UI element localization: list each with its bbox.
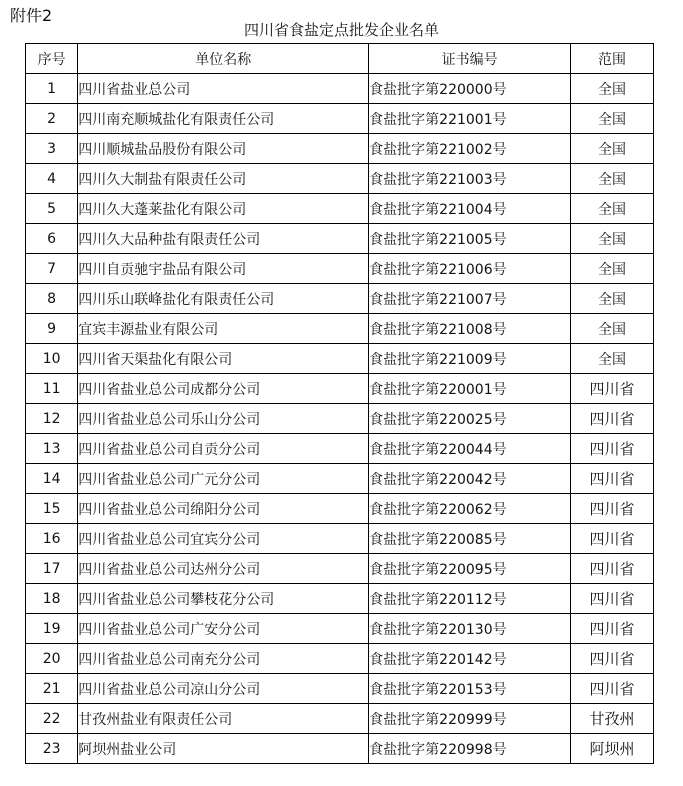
row-cert-cell: 食盐批字第220025号 bbox=[369, 404, 571, 434]
row-no-cell: 3 bbox=[26, 134, 78, 164]
attachment-label: 附件2 bbox=[10, 6, 53, 25]
row-no-cell: 13 bbox=[26, 434, 78, 464]
row-cert-cell: 食盐批字第220085号 bbox=[369, 524, 571, 554]
row-no-cell: 21 bbox=[26, 674, 78, 704]
row-scope-cell: 四川省 bbox=[570, 464, 653, 494]
table-row bbox=[26, 584, 654, 614]
row-name-cell: 四川久大品种盐有限责任公司 bbox=[78, 224, 369, 254]
row-scope-cell: 四川省 bbox=[570, 524, 653, 554]
enterprise-table bbox=[25, 43, 654, 764]
row-name-cell: 四川省盐业总公司攀枝花分公司 bbox=[78, 584, 369, 614]
row-scope-cell: 全国 bbox=[570, 254, 653, 284]
table-row bbox=[26, 254, 654, 284]
row-cert-cell: 食盐批字第221009号 bbox=[369, 344, 571, 374]
row-cert-cell: 食盐批字第221004号 bbox=[369, 194, 571, 224]
row-scope-cell: 全国 bbox=[570, 74, 653, 104]
row-scope-cell: 全国 bbox=[570, 164, 653, 194]
row-no-cell: 19 bbox=[26, 614, 78, 644]
row-cert-cell: 食盐批字第220095号 bbox=[369, 554, 571, 584]
row-no-cell: 11 bbox=[26, 374, 78, 404]
row-name-cell: 甘孜州盐业有限责任公司 bbox=[78, 704, 369, 734]
row-cert-cell: 食盐批字第220001号 bbox=[369, 374, 571, 404]
page-title: 四川省食盐定点批发企业名单 bbox=[243, 21, 439, 39]
table-header-row bbox=[26, 44, 654, 74]
row-cert-cell: 食盐批字第221002号 bbox=[369, 134, 571, 164]
row-scope-cell: 全国 bbox=[570, 314, 653, 344]
row-name-cell: 四川省盐业总公司绵阳分公司 bbox=[78, 494, 369, 524]
row-no-cell: 15 bbox=[26, 494, 78, 524]
row-no-cell: 4 bbox=[26, 164, 78, 194]
table-row bbox=[26, 374, 654, 404]
row-scope-cell: 四川省 bbox=[570, 434, 653, 464]
table-row bbox=[26, 704, 654, 734]
row-name-cell: 四川省盐业总公司宜宾分公司 bbox=[78, 524, 369, 554]
row-scope-cell: 四川省 bbox=[570, 404, 653, 434]
table-row bbox=[26, 314, 654, 344]
row-no-cell: 20 bbox=[26, 644, 78, 674]
row-name-cell: 四川省盐业总公司南充分公司 bbox=[78, 644, 369, 674]
row-cert-cell: 食盐批字第220998号 bbox=[369, 734, 571, 764]
row-cert-cell: 食盐批字第221005号 bbox=[369, 224, 571, 254]
row-name-cell: 四川省盐业总公司 bbox=[78, 74, 369, 104]
row-no-cell: 10 bbox=[26, 344, 78, 374]
row-name-cell: 四川省盐业总公司乐山分公司 bbox=[78, 404, 369, 434]
row-cert-cell: 食盐批字第221001号 bbox=[369, 104, 571, 134]
table-row bbox=[26, 494, 654, 524]
row-name-cell: 四川省盐业总公司广安分公司 bbox=[78, 614, 369, 644]
table-row bbox=[26, 404, 654, 434]
row-name-cell: 四川久大蓬莱盐化有限公司 bbox=[78, 194, 369, 224]
row-cert-cell: 食盐批字第220112号 bbox=[369, 584, 571, 614]
row-cert-cell: 食盐批字第220130号 bbox=[369, 614, 571, 644]
row-scope-cell: 全国 bbox=[570, 134, 653, 164]
row-no-cell: 22 bbox=[26, 704, 78, 734]
row-scope-cell: 四川省 bbox=[570, 614, 653, 644]
row-scope-cell: 全国 bbox=[570, 104, 653, 134]
row-name-cell: 四川南充顺城盐化有限责任公司 bbox=[78, 104, 369, 134]
row-name-cell: 四川乐山联峰盐化有限责任公司 bbox=[78, 284, 369, 314]
row-scope-cell: 全国 bbox=[570, 224, 653, 254]
table-row bbox=[26, 284, 654, 314]
row-name-cell: 四川自贡驰宇盐品有限公司 bbox=[78, 254, 369, 284]
row-name-cell: 四川久大制盐有限责任公司 bbox=[78, 164, 369, 194]
row-cert-cell: 食盐批字第220044号 bbox=[369, 434, 571, 464]
row-cert-cell: 食盐批字第221006号 bbox=[369, 254, 571, 284]
table-row bbox=[26, 524, 654, 554]
table-row bbox=[26, 164, 654, 194]
row-scope-cell: 全国 bbox=[570, 344, 653, 374]
row-scope-cell: 四川省 bbox=[570, 374, 653, 404]
row-cert-cell: 食盐批字第220000号 bbox=[369, 74, 571, 104]
row-no-cell: 8 bbox=[26, 284, 78, 314]
row-no-cell: 7 bbox=[26, 254, 78, 284]
table-row bbox=[26, 74, 654, 104]
table-row bbox=[26, 434, 654, 464]
row-scope-cell: 四川省 bbox=[570, 554, 653, 584]
row-scope-cell: 甘孜州 bbox=[570, 704, 653, 734]
table-row bbox=[26, 194, 654, 224]
row-scope-cell: 四川省 bbox=[570, 584, 653, 614]
table-row bbox=[26, 344, 654, 374]
row-cert-cell: 食盐批字第221008号 bbox=[369, 314, 571, 344]
table-row bbox=[26, 464, 654, 494]
header-scope: 范围 bbox=[570, 44, 653, 74]
row-no-cell: 5 bbox=[26, 194, 78, 224]
table-row bbox=[26, 554, 654, 584]
table-row bbox=[26, 674, 654, 704]
row-no-cell: 23 bbox=[26, 734, 78, 764]
row-no-cell: 12 bbox=[26, 404, 78, 434]
row-no-cell: 17 bbox=[26, 554, 78, 584]
row-scope-cell: 全国 bbox=[570, 194, 653, 224]
table-row bbox=[26, 134, 654, 164]
row-no-cell: 1 bbox=[26, 74, 78, 104]
header-no: 序号 bbox=[26, 44, 78, 74]
row-name-cell: 四川省盐业总公司达州分公司 bbox=[78, 554, 369, 584]
row-name-cell: 阿坝州盐业公司 bbox=[78, 734, 369, 764]
table-row bbox=[26, 104, 654, 134]
row-cert-cell: 食盐批字第220062号 bbox=[369, 494, 571, 524]
row-name-cell: 宜宾丰源盐业有限公司 bbox=[78, 314, 369, 344]
row-scope-cell: 全国 bbox=[570, 284, 653, 314]
table-row bbox=[26, 644, 654, 674]
row-scope-cell: 四川省 bbox=[570, 494, 653, 524]
header-cert: 证书编号 bbox=[369, 44, 571, 74]
row-cert-cell: 食盐批字第220142号 bbox=[369, 644, 571, 674]
row-scope-cell: 阿坝州 bbox=[570, 734, 653, 764]
header-name: 单位名称 bbox=[78, 44, 369, 74]
table-row bbox=[26, 614, 654, 644]
row-no-cell: 16 bbox=[26, 524, 78, 554]
row-no-cell: 18 bbox=[26, 584, 78, 614]
row-scope-cell: 四川省 bbox=[570, 674, 653, 704]
table-row bbox=[26, 734, 654, 764]
row-name-cell: 四川省天渠盐化有限公司 bbox=[78, 344, 369, 374]
row-name-cell: 四川省盐业总公司成都分公司 bbox=[78, 374, 369, 404]
row-no-cell: 2 bbox=[26, 104, 78, 134]
row-name-cell: 四川省盐业总公司自贡分公司 bbox=[78, 434, 369, 464]
table-row bbox=[26, 224, 654, 254]
row-cert-cell: 食盐批字第220999号 bbox=[369, 704, 571, 734]
row-name-cell: 四川省盐业总公司广元分公司 bbox=[78, 464, 369, 494]
row-no-cell: 14 bbox=[26, 464, 78, 494]
row-scope-cell: 四川省 bbox=[570, 644, 653, 674]
row-cert-cell: 食盐批字第221003号 bbox=[369, 164, 571, 194]
row-no-cell: 9 bbox=[26, 314, 78, 344]
row-name-cell: 四川省盐业总公司凉山分公司 bbox=[78, 674, 369, 704]
row-cert-cell: 食盐批字第220042号 bbox=[369, 464, 571, 494]
row-cert-cell: 食盐批字第221007号 bbox=[369, 284, 571, 314]
row-no-cell: 6 bbox=[26, 224, 78, 254]
row-cert-cell: 食盐批字第220153号 bbox=[369, 674, 571, 704]
row-name-cell: 四川顺城盐品股份有限公司 bbox=[78, 134, 369, 164]
